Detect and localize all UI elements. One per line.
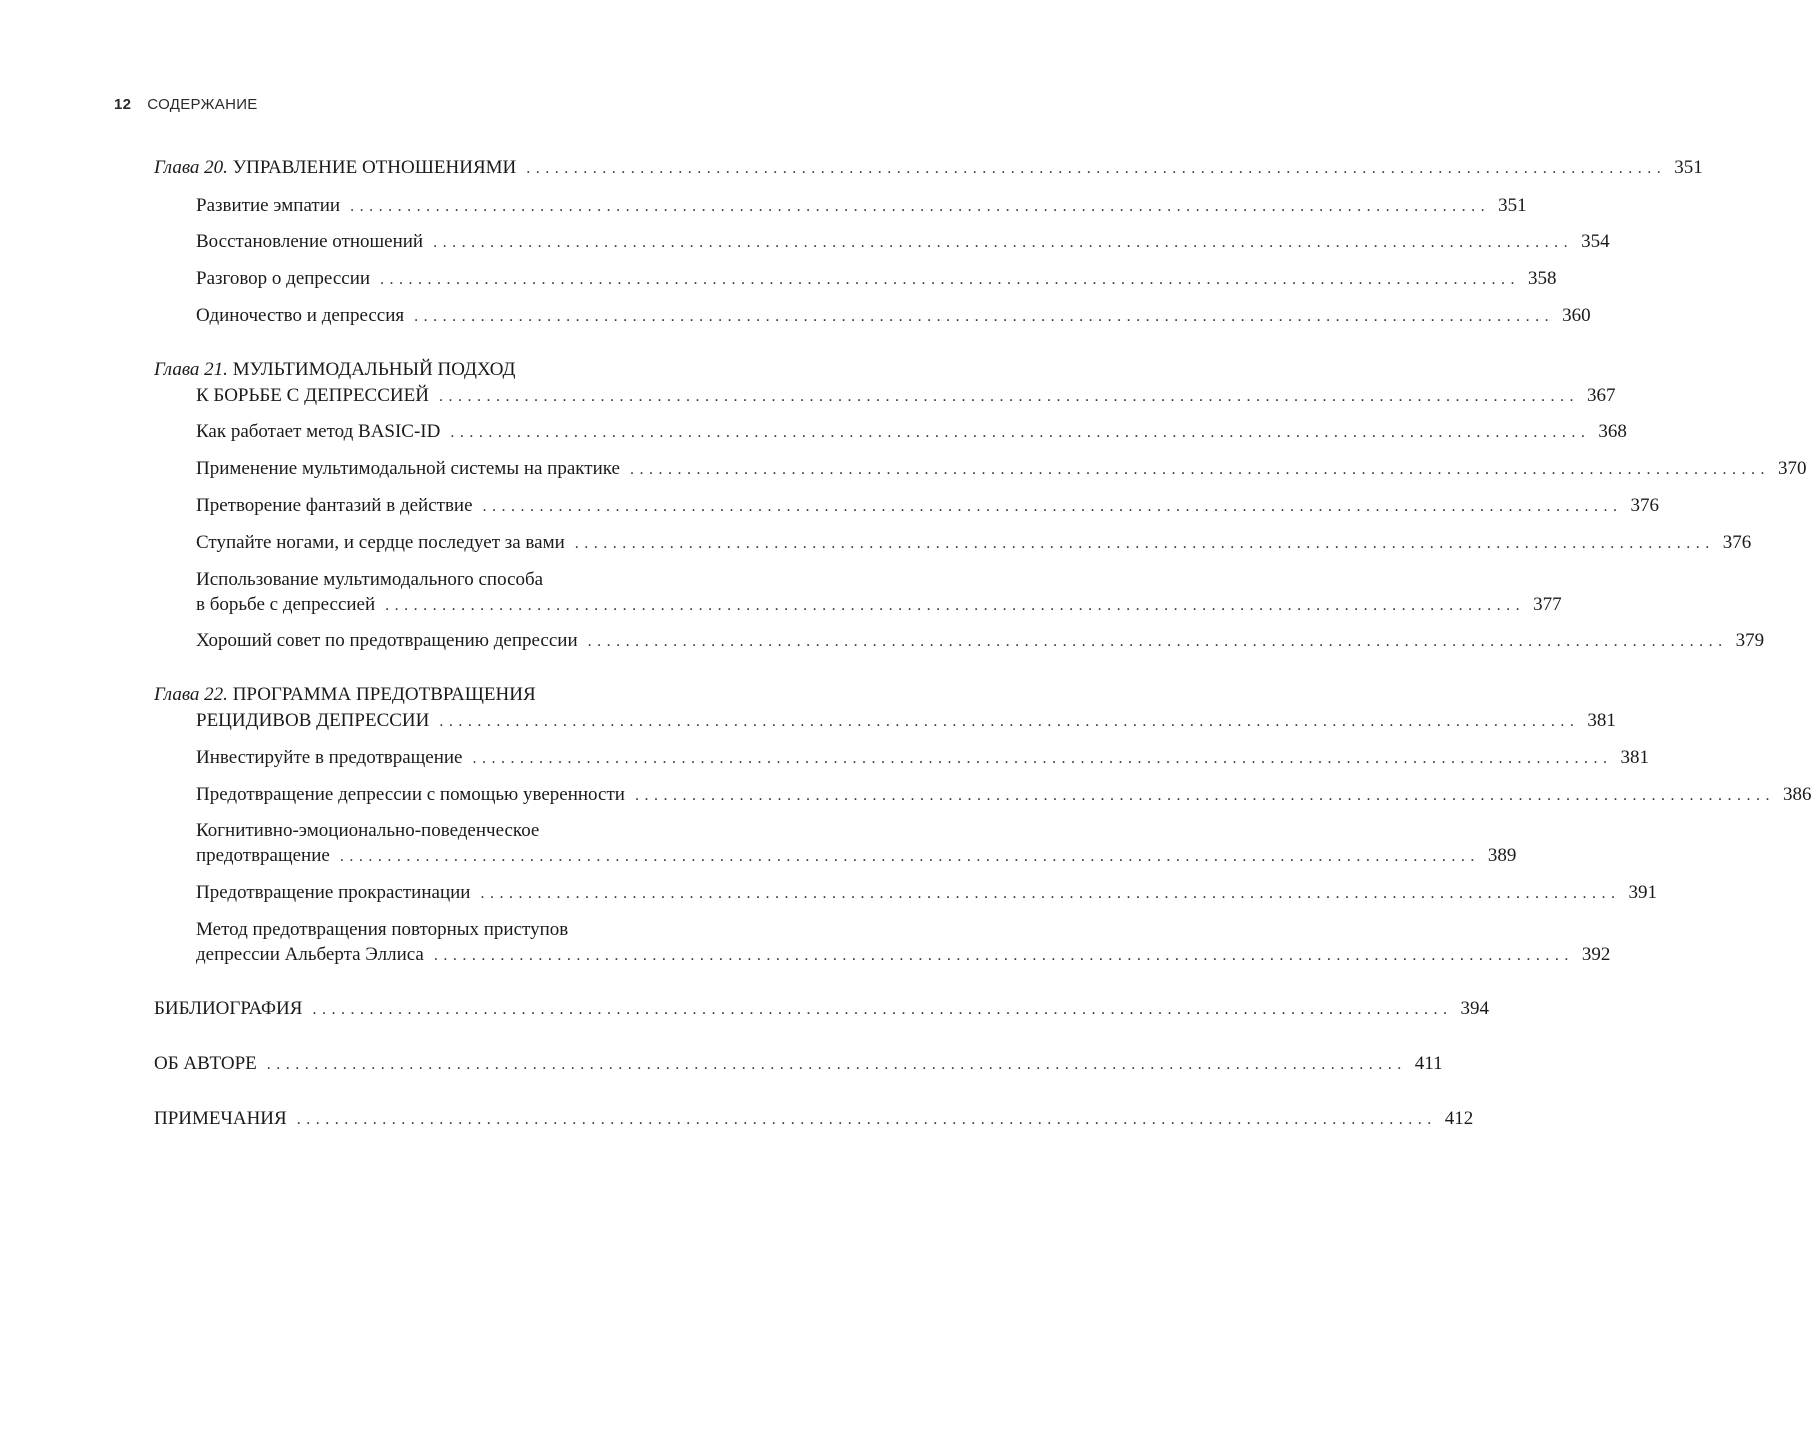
toc-entry[interactable] (196, 745, 1649, 772)
dot-leader: ........................................................................................................................ (350, 198, 1491, 215)
toc-entry[interactable] (196, 456, 1807, 483)
entry-title: Ступайте ногами, и сердце последует за вами (196, 532, 565, 553)
page-ref: 370 (1777, 458, 1807, 479)
toc-chapter-21[interactable] (196, 383, 1616, 410)
entry-title: ОБ АВТОРЕ (154, 1053, 257, 1074)
chapter-title-line1: ПРОГРАММА ПРЕДОТВРАЩЕНИЯ (232, 684, 536, 705)
toc-entry[interactable] (196, 193, 1527, 220)
page-ref: 358 (1528, 268, 1557, 289)
entry-title: Применение мультимодальной системы на практике (196, 458, 620, 479)
page-ref: 389 (1487, 845, 1517, 866)
dot-leader: ........................................................................................................................ (339, 848, 1480, 865)
page-ref: 391 (1628, 882, 1657, 903)
toc-about-author[interactable] (154, 1051, 1443, 1078)
toc-entry[interactable] (196, 229, 1610, 256)
toc-entry-line1[interactable] (196, 818, 539, 844)
dot-leader: ........................................................................................................................ (385, 597, 1526, 614)
page-ref: 381 (1587, 710, 1616, 731)
dot-leader: ........................................................................................................................ (433, 234, 1574, 251)
dot-leader: ........................................................................................................................ (433, 947, 1574, 964)
entry-title: ПРИМЕЧАНИЯ (154, 1108, 287, 1129)
entry-title: Хороший совет по предотвращению депрессии (196, 630, 578, 651)
dot-leader: ........................................................................................................................ (587, 633, 1728, 650)
page-ref: 376 (1630, 495, 1660, 516)
page-ref: 392 (1581, 944, 1611, 965)
entry-title-line2: депрессии Альберта Эллиса (196, 944, 424, 965)
entry-title: БИБЛИОГРАФИЯ (154, 998, 303, 1019)
chapter-label: Глава 20. (154, 157, 228, 178)
entry-title-line1: Метод предотвращения повторных приступов (196, 919, 569, 940)
chapter-title-line2: РЕЦИДИВОВ ДЕПРЕССИИ (196, 710, 430, 731)
toc-chapter-22-heading[interactable] (154, 682, 536, 708)
dot-leader: ........................................................................................................................ (634, 787, 1775, 804)
page-ref: 351 (1674, 157, 1703, 178)
dot-leader: ........................................................................................................................ (450, 424, 1591, 441)
dot-leader: ........................................................................................................................ (312, 1001, 1453, 1018)
page-ref: 381 (1620, 747, 1649, 768)
toc-entry[interactable] (196, 530, 1752, 557)
entry-title: Инвестируйте в предотвращение (196, 747, 463, 768)
page-number: 12 (114, 96, 132, 113)
entry-title: Развитие эмпатии (196, 195, 341, 216)
toc-entry[interactable] (196, 592, 1562, 619)
page-ref: 368 (1598, 421, 1627, 442)
toc-entry[interactable] (196, 628, 1765, 655)
dot-leader: ........................................................................................................................ (438, 388, 1579, 405)
chapter-heading (154, 155, 516, 181)
dot-leader: ........................................................................................................................ (439, 713, 1580, 730)
dot-leader: ........................................................................................................................ (629, 461, 1770, 478)
dot-leader: ........................................................................................................................ (482, 498, 1623, 515)
page-ref: 360 (1562, 305, 1591, 326)
dot-leader: ........................................................................................................................ (414, 308, 1555, 325)
dot-leader: ........................................................................................................................ (472, 750, 1613, 767)
page-ref: 412 (1444, 1108, 1474, 1129)
chapter-label: Глава 21. (154, 359, 228, 380)
toc-notes[interactable] (154, 1106, 1474, 1133)
toc-chapter-20[interactable] (154, 155, 1703, 182)
page-ref: 394 (1460, 998, 1489, 1019)
dot-leader: ........................................................................................................................ (526, 160, 1667, 177)
entry-title: Как работает метод BASIC-ID (196, 421, 441, 442)
page-ref: 354 (1581, 231, 1610, 252)
entry-title: Разговор о депрессии (196, 268, 371, 289)
toc-chapter-22[interactable] (196, 708, 1616, 735)
toc-entry[interactable] (196, 303, 1591, 330)
toc-chapter-21-heading[interactable] (154, 357, 515, 383)
toc-entry[interactable] (196, 880, 1657, 907)
entry-title: Восстановление отношений (196, 231, 424, 252)
toc-entry[interactable] (196, 493, 1660, 520)
chapter-title: УПРАВЛЕНИЕ ОТНОШЕНИЯМИ (232, 157, 517, 178)
entry-title-line1: Использование мультимодального способа (196, 569, 544, 590)
page-ref: 376 (1722, 532, 1752, 553)
page-ref: 351 (1498, 195, 1527, 216)
toc-entry-line1[interactable] (196, 567, 543, 593)
dot-leader: ........................................................................................................................ (266, 1056, 1407, 1073)
toc-entry[interactable] (196, 266, 1557, 293)
toc-entry[interactable] (196, 782, 1811, 809)
toc-entry-line1[interactable] (196, 917, 568, 943)
dot-leader: ........................................................................................................................ (296, 1111, 1437, 1128)
section-title: СОДЕРЖАНИЕ (147, 96, 258, 113)
entry-title: Предотвращение депрессии с помощью уверенности (196, 784, 625, 805)
toc-entry[interactable] (196, 942, 1611, 969)
dot-leader: ........................................................................................................................ (380, 271, 1521, 288)
entry-title-line2: в борьбе с депрессией (196, 594, 376, 615)
toc-bibliography[interactable] (154, 996, 1489, 1023)
page-ref: 379 (1735, 630, 1765, 651)
entry-title-line1: Когнитивно-эмоционально-поведенческое (196, 820, 540, 841)
toc-entry[interactable] (196, 419, 1627, 446)
page-ref: 377 (1533, 594, 1562, 615)
dot-leader: ........................................................................................................................ (574, 535, 1715, 552)
entry-title: Предотвращение прокрастинации (196, 882, 471, 903)
page-ref: 386 (1782, 784, 1811, 805)
chapter-title-line2: К БОРЬБЕ С ДЕПРЕССИЕЙ (196, 385, 429, 406)
page-ref: 411 (1414, 1053, 1443, 1074)
chapter-label: Глава 22. (154, 684, 228, 705)
page-ref: 367 (1586, 385, 1616, 406)
dot-leader: ........................................................................................................................ (480, 885, 1621, 902)
chapter-title-line1: МУЛЬТИМОДАЛЬНЫЙ ПОДХОД (232, 359, 516, 380)
toc-entry[interactable] (196, 843, 1517, 870)
entry-title: Одиночество и депрессия (196, 305, 405, 326)
entry-title-line2: предотвращение (196, 845, 330, 866)
entry-title: Претворение фантазий в действие (196, 495, 473, 516)
